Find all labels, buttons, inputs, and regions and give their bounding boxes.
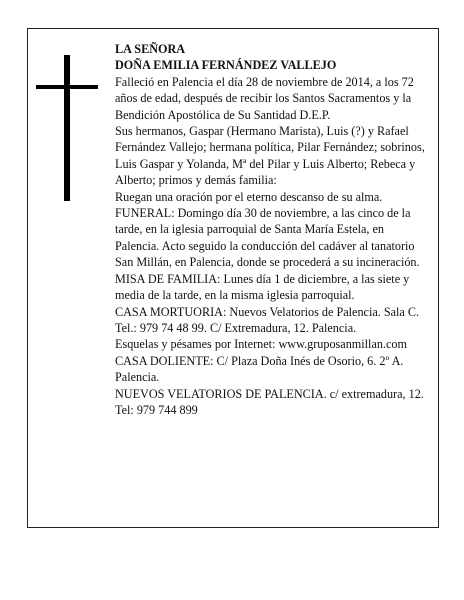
deceased-name: DOÑA EMILIA FERNÁNDEZ VALLEJO (115, 58, 337, 73)
obituary-notice (27, 28, 439, 528)
honorific: LA SEÑORA (115, 42, 186, 56)
cross-vertical-bar (64, 55, 70, 201)
family-members: Sus hermanos, Gaspar (Hermano Marista), Luis (?) y Rafael Fernández Vallejo; hermana política, Pilar Fernández; sobrinos, Luis Gaspar y Yolanda, Mª del Pilar y Luis Alberto; Rebeca y Alberto; primos y demás familia: (115, 124, 425, 188)
funeral-home-details: CASA MORTUORIA: Nuevos Velatorios de Palencia. Sala C. Tel.: 979 74 48 99. C/ Extremadura, 12. Palencia. (115, 304, 420, 335)
family-home-address: CASA DOLIENTE: C/ Plaza Doña Inés de Osorio, 6. 2º A. Palencia. (115, 353, 404, 385)
death-announcement: Falleció en Palencia el día 28 de noviembre de 2014, a los 72 años de edad, después de recibir los Santos Sacramentos y la Bendición Apostólica de Su Santidad D.E.P. (115, 74, 414, 122)
funeral-home-contact: NUEVOS VELATORIOS DE PALENCIA. c/ extremadura, 12. Tel: 979 744 899 (115, 386, 424, 417)
prayer-request: Ruegan una oración por el eterno descanso de su alma. (115, 189, 383, 204)
funeral-details: FUNERAL: Domingo día 30 de noviembre, a las cinco de la tarde, en la iglesia parroquial de Santa María Estela, en Palencia. Acto seguido la conducción del cadáver al tanatorio San Millán, en Palencia, donde se procederá a su incineración. (115, 206, 420, 270)
cross-horizontal-bar (36, 85, 98, 89)
online-condolences: Esquelas y pésames por Internet: www.gruposanmillan.com (115, 337, 407, 352)
family-mass-details: MISA DE FAMILIA: Lunes día 1 de diciembre, a las siete y media de la tarde, en la misma iglesia parroquial. (115, 271, 410, 303)
notice-body (115, 41, 430, 418)
latin-cross-icon (36, 55, 98, 201)
